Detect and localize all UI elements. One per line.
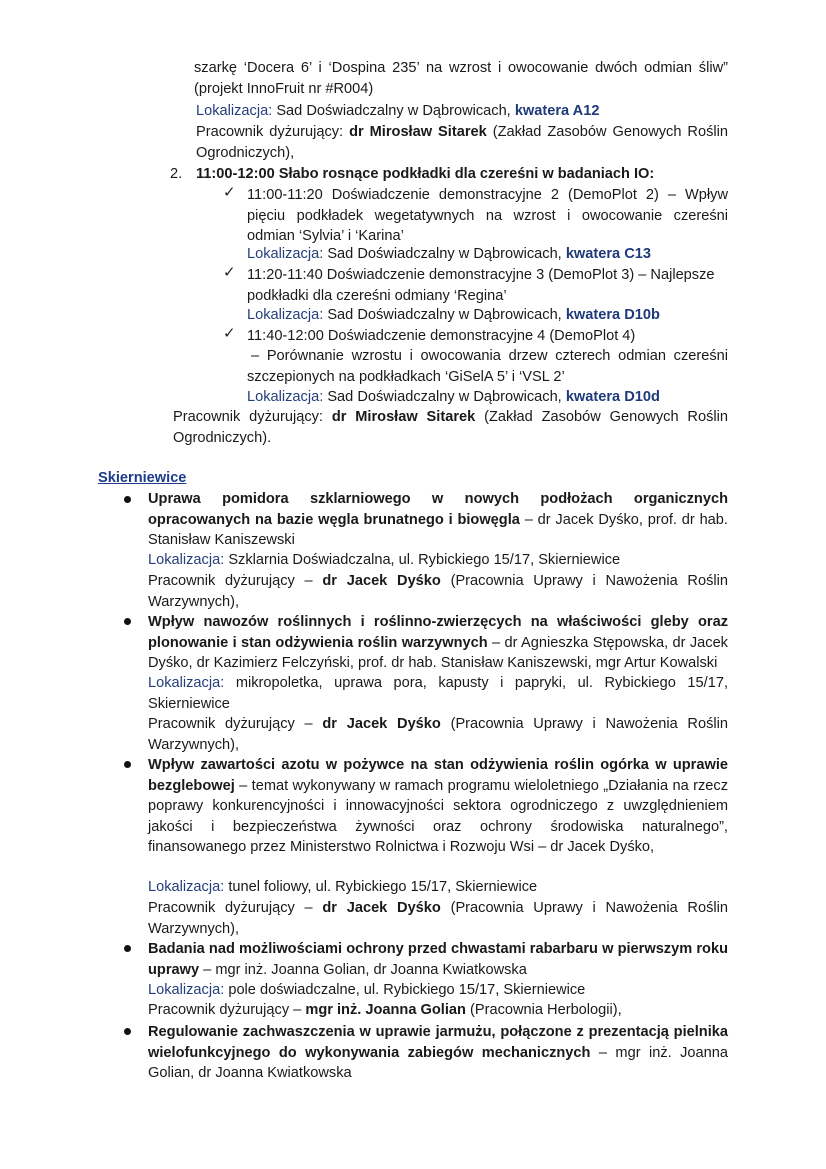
item-number: 2. [170, 166, 183, 182]
duty-affiliation: (Zakład Zasobów Genowych Roślin Ogrodniczych), [196, 124, 728, 161]
continued-text: szarkę ‘Docera 6’ i ‘Dospina 235’ na wzrost i owocowanie dwóch odmian śliw” (projekt InnoFruit nr #R004) [194, 60, 728, 97]
duty-affiliation: (Zakład Zasobów Genowych Roślin Ogrodniczych). [173, 409, 728, 446]
duty-name: mgr inż. Joanna Golian [305, 1002, 466, 1018]
duty-name: dr Mirosław Sitarek [331, 409, 476, 425]
location-label: Lokalizacja: [148, 982, 225, 998]
location-plot: kwatera A12 [514, 103, 600, 119]
sub-item-1 [247, 185, 728, 247]
bullet-title: Uprawa pomidora szklarniowego w nowych podłożach organicznych opracowanych na bazie węgla brunatnego i biowęgla [148, 491, 728, 528]
sub-item-3 [247, 326, 728, 347]
bullet-4-duty [148, 1000, 728, 1021]
duty-affiliation: (Pracownia Herbologii), [470, 1002, 622, 1018]
duty-label: Pracownik dyżurujący: [173, 409, 323, 425]
location-text: Sad Doświadczalny w Dąbrowicach, [276, 103, 511, 119]
location-label: Lokalizacja: [148, 552, 225, 568]
bullet-title: Badania nad możliwościami ochrony przed chwastami rabarbaru w pierwszym roku uprawy [148, 941, 728, 978]
location-line [196, 101, 730, 122]
bullet-authors: – mgr inż. Joanna Golian, dr Joanna Kwiatkowska [148, 1044, 728, 1081]
duty-label: Pracownik dyżurujący: [196, 124, 344, 140]
location-text: tunel foliowy, ul. Rybickiego 15/17, Skierniewice [228, 879, 538, 895]
bullet-item-2 [148, 612, 728, 674]
location-text: mikropoletka, uprawa pora, kapusty i papryki, ul. Rybickiego 15/17, Skierniewice [148, 675, 728, 712]
sub-item-text: 11:40-12:00 Doświadczenie demonstracyjne 4 (DemoPlot 4) [247, 328, 636, 344]
sub-item-1-location [247, 244, 728, 265]
bullet-authors: – dr Agnieszka Stępowska, dr Jacek Dyśko, dr Kazimierz Felczyński, prof. dr hab. Stanisław Kaniszewski, mgr Artur Kowalski [148, 634, 728, 671]
location-label: Lokalizacja: [148, 879, 225, 895]
duty-name: dr Jacek Dyśko [322, 716, 441, 732]
bullet-icon [124, 496, 131, 503]
bullet-1-duty [148, 571, 728, 612]
item-title [196, 164, 736, 185]
sub-item-text: 11:20-11:40 Doświadczenie demonstracyjne 3 (DemoPlot 3) – Najlepsze podkładki dla czereśni odmiany ‘Regina’ [247, 267, 715, 304]
location-label: Lokalizacja: [247, 307, 324, 323]
duty-label: Pracownik dyżurujący – [148, 716, 313, 732]
location-label: Lokalizacja: [196, 103, 273, 119]
sub-item-3-description [247, 346, 728, 387]
duty-name: dr Jacek Dyśko [322, 573, 441, 589]
item-title-text: 11:00-12:00 Słabo rosnące podkładki dla czereśni w badaniach IO: [196, 166, 655, 182]
bullet-title: Wpływ nawozów roślinnych i roślinno-zwierzęcych na właściwości gleby oraz plonowanie i stan odżywienia roślin warzywnych [148, 614, 728, 651]
location-text: pole doświadczalne, ul. Rybickiego 15/17, Skierniewice [228, 982, 586, 998]
checkmark-icon: ✓ [223, 264, 236, 281]
duty-affiliation: (Pracownia Uprawy i Nawożenia Roślin Warzywnych), [148, 573, 728, 610]
bullet-icon [124, 945, 131, 952]
item-duty-line [173, 407, 728, 448]
location-label: Lokalizacja: [148, 675, 225, 691]
bullet-3-location [148, 877, 728, 898]
continued-paragraph [194, 58, 728, 99]
bullet-4-location [148, 980, 728, 1001]
duty-affiliation: (Pracownia Uprawy i Nawożenia Roślin Warzywnych), [148, 716, 728, 753]
location-text: Sad Doświadczalny w Dąbrowicach, [327, 307, 562, 323]
bullet-item-5 [148, 1022, 728, 1084]
bullet-3-duty [148, 898, 728, 939]
section-heading: Skierniewice [98, 470, 187, 486]
duty-name: dr Jacek Dyśko [322, 900, 441, 916]
checkmark-icon: ✓ [223, 325, 236, 342]
duty-label: Pracownik dyżurujący – [148, 573, 313, 589]
bullet-authors: – temat wykonywany w ramach programu wieloletniego „Działania na rzecz poprawy konkurencyjności i innowacyjności sektora ogrodniczego z uwzględnieniem jakości i bezpieczeństwa żywności oraz ochrony środowiska naturalnego”, finansowanego przez Ministerstwo Rolnictwa i Rozwoju Wsi – dr Jacek Dyśko, [148, 777, 728, 855]
sub-item-text-continued: – Porównanie wzrostu i owocowania drzew czterech odmian czereśni szczepionych na podkładkach ‘GiSelA 5’ i ‘VSL 2’ [247, 348, 728, 385]
bullet-authors: – mgr inż. Joanna Golian, dr Joanna Kwiatkowska [203, 961, 527, 978]
bullet-item-4 [148, 939, 728, 980]
bullet-icon [124, 618, 131, 625]
location-label: Lokalizacja: [247, 389, 324, 405]
location-text: Szklarnia Doświadczalna, ul. Rybickiego 15/17, Skierniewice [228, 552, 621, 568]
bullet-title: Regulowanie zachwaszczenia w uprawie jarmużu, połączone z prezentacją pielnika wielofunkcyjnego do wykonywania zabiegów mechanicznych [148, 1024, 728, 1061]
sub-item-2-location [247, 305, 728, 326]
bullet-icon [124, 761, 131, 768]
duty-label: Pracownik dyżurujący – [148, 900, 313, 916]
bullet-icon [124, 1028, 131, 1035]
location-plot: kwatera C13 [565, 246, 651, 262]
location-text: Sad Doświadczalny w Dąbrowicach, [327, 246, 562, 262]
sub-item-text: 11:00-11:20 Doświadczenie demonstracyjne 2 (DemoPlot 2) – Wpływ pięciu podkładek wegetatywnych na wzrost i owocowanie czereśni odmian ‘Sylvia’ i ‘Karina’ [247, 187, 728, 244]
checkmark-icon: ✓ [223, 184, 236, 201]
bullet-authors: – dr Jacek Dyśko, prof. dr hab. Stanisław Kaniszewski [148, 511, 728, 548]
location-plot: kwatera D10d [565, 389, 660, 405]
bullet-item-1 [148, 489, 728, 551]
location-label: Lokalizacja: [247, 246, 324, 262]
bullet-title: Wpływ zawartości azotu w pożywce na stan odżywienia roślin ogórka w uprawie bezglebowej [148, 757, 728, 794]
location-plot: kwatera D10b [565, 307, 660, 323]
bullet-item-3 [148, 755, 728, 858]
duty-label: Pracownik dyżurujący – [148, 1002, 302, 1018]
duty-line [196, 122, 728, 163]
sub-item-3-location [247, 387, 728, 408]
sub-item-2 [247, 265, 728, 306]
duty-name: dr Mirosław Sitarek [349, 124, 487, 140]
duty-affiliation: (Pracownia Uprawy i Nawożenia Roślin Warzywnych), [148, 900, 728, 937]
location-text: Sad Doświadczalny w Dąbrowicach, [327, 389, 562, 405]
bullet-2-duty [148, 714, 728, 755]
bullet-1-location [148, 550, 728, 571]
bullet-2-location [148, 673, 728, 714]
